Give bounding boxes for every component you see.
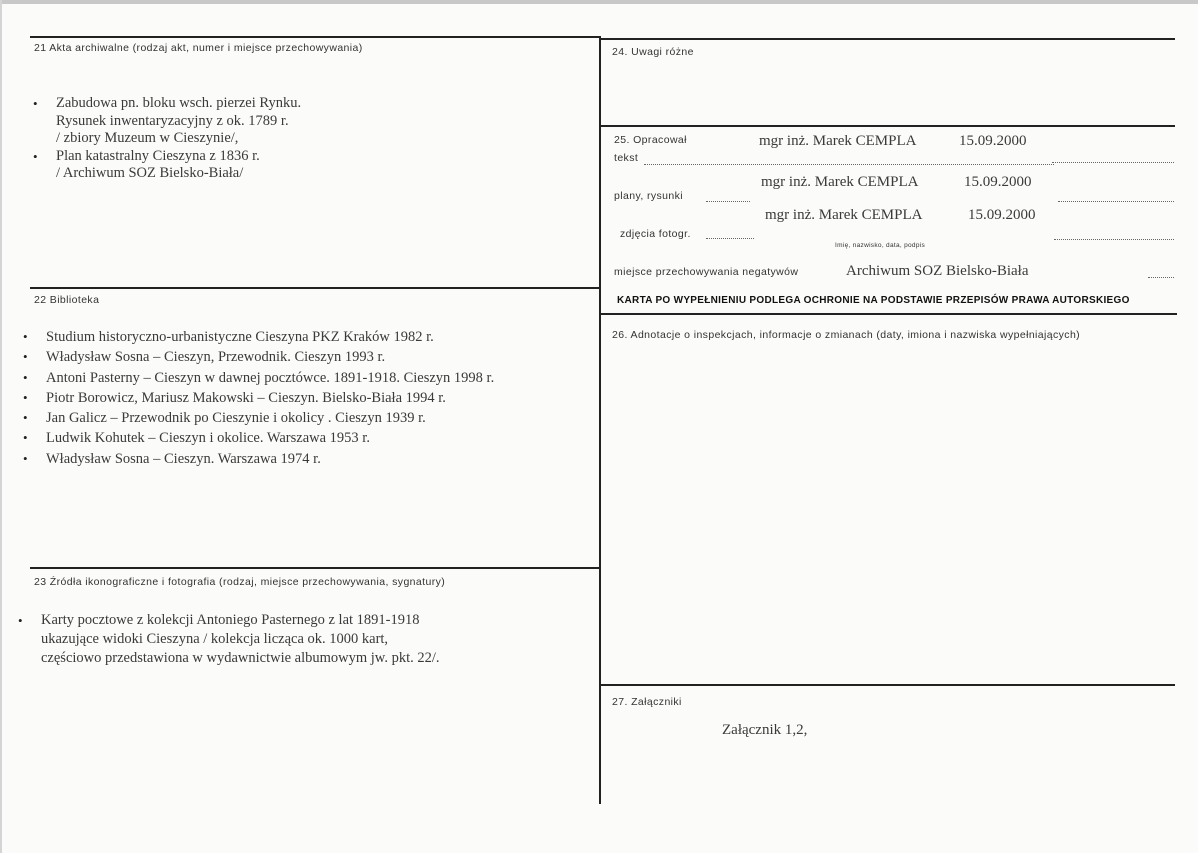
top-rule-right (601, 38, 1175, 40)
list-item-line: Władysław Sosna – Cieszyn. Warszawa 1974 r. (46, 450, 321, 467)
divider-24-25 (601, 125, 1175, 127)
list-item-line: Jan Galicz – Przewodnik po Cieszynie i okolicy . Cieszyn 1939 r. (46, 410, 426, 427)
list-item (20, 388, 494, 408)
page-left-edge (0, 0, 2, 853)
list-item-line: Karty pocztowe z kolekcji Antoniego Pasternego z lat 1891-1918 (41, 612, 420, 628)
copyright-notice: KARTA PO WYPEŁNIENIU PODLEGA OCHRONIE NA PODSTAWIE PRZEPISÓW PRAWA AUTORSKIEGO (617, 295, 1130, 306)
list-item-line: Studium historyczno-urbanistyczne Cieszyna PKZ Kraków 1982 r. (46, 329, 434, 345)
attachments-value: Załącznik 1,2, (722, 722, 808, 738)
row-drawings-dots-right (1058, 201, 1174, 202)
section-27-title: 27. Załączniki (612, 696, 682, 708)
divider-21-22 (30, 287, 599, 289)
row-text-dots-right (1052, 162, 1174, 163)
bullet-icon: • (33, 148, 38, 164)
iconographic-sources-list (15, 611, 440, 668)
row-photos-dots-right (1054, 239, 1174, 240)
list-item-line: Władysław Sosna – Cieszyn, Przewodnik. Cieszyn 1993 r. (46, 349, 386, 366)
list-item (20, 368, 494, 388)
row-text-name: mgr inż. Marek CEMPLA (759, 133, 917, 149)
bullet-icon: • (18, 613, 23, 628)
section-26-title: 26. Adnotacje o inspekcjach, informacje o zmianach (daty, imiona i nazwiska wypełniających) (612, 329, 1081, 341)
column-divider (599, 36, 601, 804)
list-item-line: Ludwik Kohutek – Cieszyn i okolice. Warszawa 1953 r. (46, 430, 370, 447)
list-item (20, 449, 494, 469)
list-item (20, 327, 494, 347)
list-item (30, 95, 301, 148)
row-photos-date: 15.09.2000 (968, 207, 1036, 223)
row-drawings-label: plany, rysunki (614, 190, 684, 202)
bullet-icon: • (23, 450, 28, 466)
row-text-label: tekst (614, 152, 639, 164)
archival-records-list (30, 95, 301, 183)
bullet-icon: • (23, 349, 28, 365)
bullet-icon: • (23, 329, 28, 344)
list-item-line: / Archiwum SOZ Bielsko-Biała/ (56, 165, 244, 181)
section-22-title: 22 Biblioteka (34, 294, 100, 306)
list-item-line: Plan katastralny Cieszyna z 1836 r. (56, 147, 260, 164)
row-drawings-name: mgr inż. Marek CEMPLA (761, 174, 919, 190)
row-text-date: 15.09.2000 (959, 133, 1027, 149)
signature-caption: Imię, nazwisko, data, podpis (835, 242, 926, 249)
list-item (20, 347, 494, 367)
negatives-value: Archiwum SOZ Bielsko-Biała (846, 263, 1029, 279)
list-item-line: Rysunek inwentaryzacyjny z ok. 1789 r. (56, 112, 289, 129)
top-rule-left (30, 36, 599, 38)
divider-25-26 (601, 313, 1177, 315)
row-drawings-dots (706, 201, 750, 202)
list-item-line: częściowo przedstawiona w wydawnictwie albumowym jw. pkt. 22/. (41, 650, 440, 666)
negatives-dots (1148, 277, 1174, 278)
list-item (20, 408, 494, 428)
list-item-line: Piotr Borowicz, Mariusz Makowski – Cieszyn. Bielsko-Biała 1994 r. (46, 389, 446, 406)
bibliography-list (20, 327, 494, 469)
row-text-dots (644, 164, 1054, 165)
row-photos-label: zdjęcia fotogr. (620, 228, 691, 240)
bullet-icon: • (23, 369, 28, 385)
section-21-title: 21 Akta archiwalne (rodzaj akt, numer i miejsce przechowywania) (34, 42, 363, 54)
list-item-line: ukazujące widoki Cieszyna / kolekcja licząca ok. 1000 kart, (41, 631, 389, 647)
row-drawings-date: 15.09.2000 (964, 174, 1032, 190)
divider-26-27 (601, 684, 1175, 686)
page-top-edge (0, 0, 1198, 4)
section-24-title: 24. Uwagi różne (612, 46, 694, 58)
divider-22-23 (30, 567, 599, 569)
bullet-icon: • (33, 96, 38, 111)
list-item-line: / zbiory Muzeum w Cieszynie/, (56, 130, 239, 146)
bullet-icon: • (23, 389, 28, 405)
bullet-icon: • (23, 430, 28, 446)
row-photos-name: mgr inż. Marek CEMPLA (765, 207, 923, 223)
list-item-line: Zabudowa pn. bloku wsch. pierzei Rynku. (56, 95, 302, 111)
list-item (15, 611, 440, 668)
bullet-icon: • (23, 410, 28, 426)
list-item (30, 148, 301, 183)
negatives-label: miejsce przechowywania negatywów (614, 266, 799, 278)
section-23-title: 23 Źródła ikonograficzne i fotografia (rodzaj, miejsce przechowywania, sygnatury) (34, 576, 446, 588)
list-item (20, 428, 494, 448)
row-photos-dots (706, 238, 754, 239)
section-25-title: 25. Opracował (614, 134, 687, 146)
list-item-line: Antoni Pasterny – Cieszyn w dawnej pocztówce. 1891-1918. Cieszyn 1998 r. (46, 369, 495, 386)
